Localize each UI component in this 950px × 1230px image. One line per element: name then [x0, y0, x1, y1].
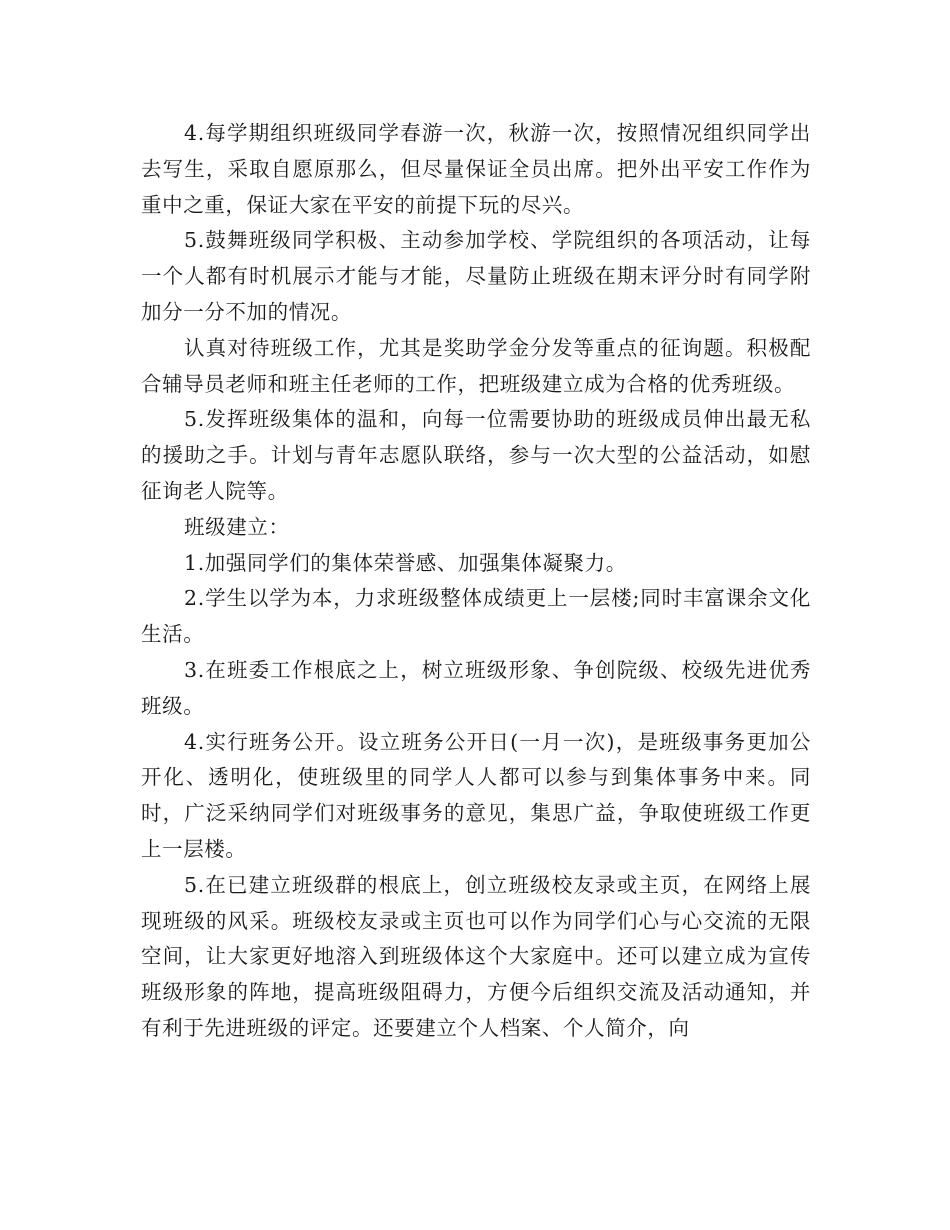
paragraph: 5.在已建立班级群的根底上，创立班级校友录或主页，在网络上展现班级的风采。班级校友录或主页也可以作为同学们心与心交流的无限空间，让大家更好地溶入到班级体这个大家庭中。还可以建立成为宣传班级形象的阵地，提高班级阻碍力，方便今后组织交流及活动通知，并有利于先进班级的评定。还要建立个人档案、个人简介，向 [141, 872, 811, 1040]
paragraph: 4.每学期组织班级同学春游一次，秋游一次，按照情况组织同学出去写生，采取自愿原那么，但尽量保证全员出席。把外出平安工作作为重中之重，保证大家在平安的前提下玩的尽兴。 [141, 121, 811, 217]
paragraph: 4.实行班务公开。设立班务公开日(一月一次)，是班级事务更加公开化、透明化，使班级里的同学人人都可以参与到集体事务中来。同时，广泛采纳同学们对班级事务的意见，集思广益，争取使班级工作更上一层楼。 [141, 729, 811, 861]
paragraph: 5.鼓舞班级同学积极、主动参加学校、学院组织的各项活动，让每一个人都有时机展示才能与才能，尽量防止班级在期末评分时有同学附加分一分不加的情况。 [141, 228, 811, 324]
section-heading: 班级建立： [184, 514, 290, 539]
paragraph: 1.加强同学们的集体荣誉感、加强集体凝聚力。 [184, 550, 627, 575]
paragraph: 认真对待班级工作，尤其是奖助学金分发等重点的征询题。积极配合辅导员老师和班主任老师的工作，把班级建立成为合格的优秀班级。 [141, 335, 811, 396]
document-body [141, 116, 811, 1047]
paragraph: 3.在班委工作根底之上，树立班级形象、争创院级、校级先进优秀班级。 [141, 657, 811, 718]
paragraph: 2.学生以学为本，力求班级整体成绩更上一层楼;同时丰富课余文化生活。 [141, 586, 811, 647]
paragraph: 5.发挥班级集体的温和，向每一位需要协助的班级成员伸出最无私的援助之手。计划与青年志愿队联络，参与一次大型的公益活动，如慰征询老人院等。 [141, 407, 811, 503]
